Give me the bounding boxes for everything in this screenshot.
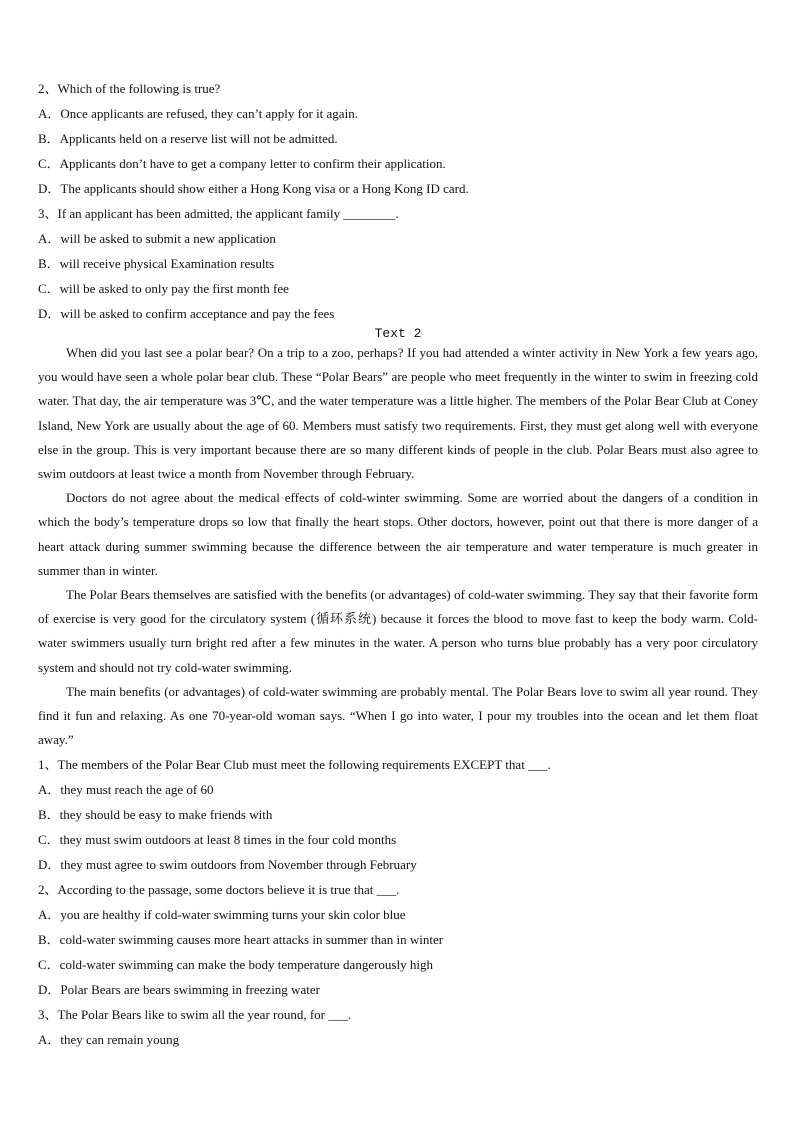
question-stem: 2、Which of the following is true? bbox=[38, 81, 221, 96]
option-c: C．cold-water swimming can make the body temperature dangerously high bbox=[38, 957, 433, 973]
question-stem: 3、The Polar Bears like to swim all the year round, for ___. bbox=[38, 1007, 352, 1023]
option-d: D．Polar Bears are bears swimming in freezing water bbox=[38, 982, 320, 998]
passage-paragraph-4: The main benefits (or advantages) of cold-water swimming are probably mental. The Polar Bears love to swim all year round. They find it fun and relaxing. As one 70-year-old woman says. “When I go into water, I pour my troubles into the ocean and let them float away.” bbox=[38, 683, 758, 748]
question-block-s1-q2 bbox=[38, 76, 758, 201]
option-a: A．Once applicants are refused, they can’t apply for it again. bbox=[38, 106, 358, 121]
option-c: C．will be asked to only pay the first month fee bbox=[38, 281, 289, 296]
option-b: B．Applicants held on a reserve list will not be admitted. bbox=[38, 131, 338, 146]
option-c: C．they must swim outdoors at least 8 times in the four cold months bbox=[38, 832, 397, 848]
passage-paragraph-1: When did you last see a polar bear? On a trip to a zoo, perhaps? If you had attended a winter activity in New York a few years ago, you would have seen a whole polar bear club. These “Polar Bears” are people who meet frequently in the winter to swim in freezing cold water. That day, the air temperature was 3℃, and the water temperature was a little higher. The members of the Polar Bear Club at Coney Island, New York are usually about the age of 60. Members must satisfy two requirements. First, they must get along well with everyone else in the group. This is very important because there are so many different kinds of people in the club. Polar Bears must also agree to swim outdoors at least twice a month from November through February. bbox=[38, 345, 758, 482]
document-page bbox=[38, 76, 758, 1052]
question-stem: 1、The members of the Polar Bear Club must meet the following requirements EXCEPT that ___. bbox=[38, 757, 551, 773]
question-block-t2-q2 bbox=[38, 877, 758, 1002]
option-d: D．will be asked to confirm acceptance and pay the fees bbox=[38, 306, 335, 321]
question-stem: 2、According to the passage, some doctors believe it is true that ___. bbox=[38, 882, 400, 898]
question-block-t2-q1 bbox=[38, 752, 758, 877]
option-b: B．will receive physical Examination results bbox=[38, 256, 275, 271]
option-d: D．they must agree to swim outdoors from November through February bbox=[38, 857, 417, 873]
option-a: A．they can remain young bbox=[38, 1032, 180, 1048]
passage bbox=[38, 341, 758, 752]
section-title: Text 2 bbox=[374, 326, 422, 341]
option-a: A．will be asked to submit a new application bbox=[38, 231, 276, 246]
passage-paragraph-2: Doctors do not agree about the medical effects of cold-winter swimming. Some are worried about the dangers of a condition in which the body’s temperature drops so low that finally the heart stops. Other doctors, however, point out that there is more danger of a heart attack during summer swimming because the difference between the air temperature and water temperature is much greater in summer than in winter. bbox=[38, 490, 758, 578]
option-b: B．they should be easy to make friends with bbox=[38, 807, 273, 823]
option-c: C．Applicants don’t have to get a company letter to confirm their application. bbox=[38, 156, 446, 171]
option-b: B．cold-water swimming causes more heart attacks in summer than in winter bbox=[38, 932, 444, 948]
question-block-t2-q3 bbox=[38, 1002, 758, 1052]
option-d: D．The applicants should show either a Hong Kong visa or a Hong Kong ID card. bbox=[38, 181, 469, 196]
question-stem: 3、If an applicant has been admitted, the applicant family ________. bbox=[38, 206, 399, 221]
question-block-s1-q3 bbox=[38, 201, 758, 326]
passage-paragraph-3: The Polar Bears themselves are satisfied with the benefits (or advantages) of cold-water swimming. They say that their favorite form of exercise is very good for the circulatory system (循环系统) because it forces the blood to move fast to keep the body warm. Cold-water swimmers usually turn bright red after a few minutes in the water. A person who turns blue probably has a very poor circulatory system and should not try cold-water swimming. bbox=[38, 587, 758, 675]
option-a: A．they must reach the age of 60 bbox=[38, 782, 214, 798]
option-a: A．you are healthy if cold-water swimming turns your skin color blue bbox=[38, 907, 406, 923]
